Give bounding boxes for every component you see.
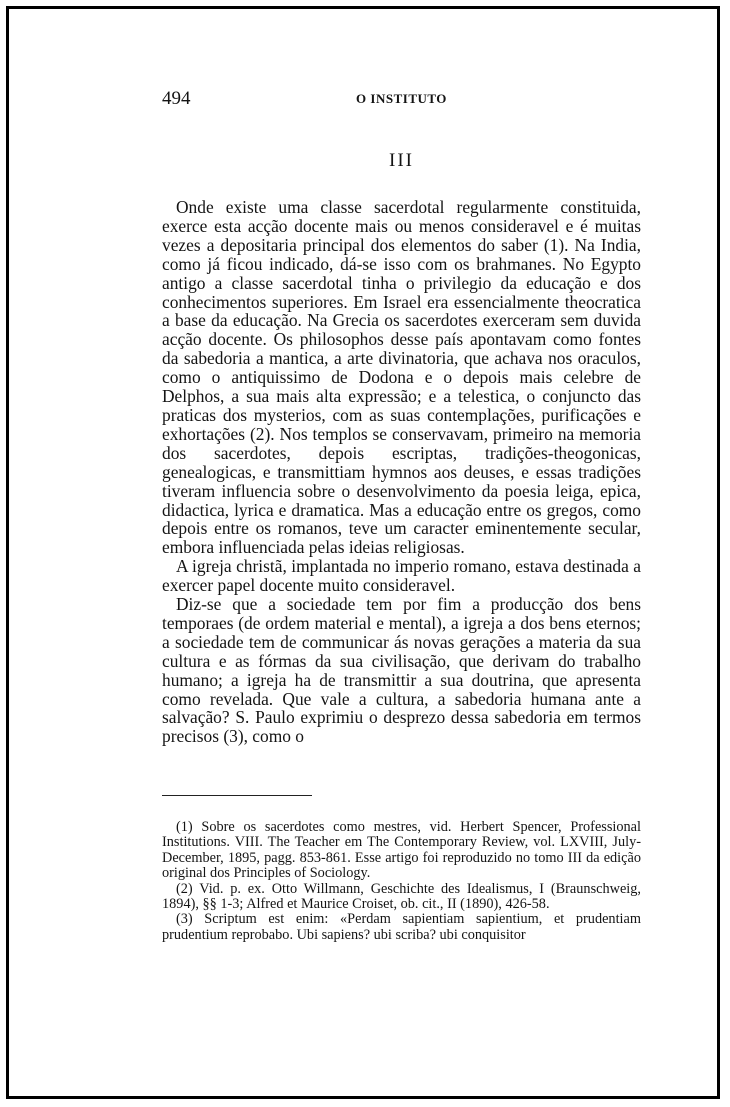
footnote: (3) Scriptum est enim: «Perdam sapientiam sapientium, et prudentiam prudentium reprobabo. Ubi sapiens? ubi scriba? ubi conquisitor (162, 911, 641, 943)
paragraph: Diz-se que a sociedade tem por fim a producção dos bens temporaes (de ordem material e mental), a igreja a dos bens eternos; a sociedade tem de communicar ás novas gerações a materia da sua cultura e as fórmas da sua civilisação, que derivam do trabalho humano; a igreja ha de transmittir a sua doutrina, que apresenta como revelada. Que vale a cultura, a sabedoria humana ante a salvação? S. Paulo exprimiu o desprezo dessa sabedoria em termos precisos (3), como o (162, 594, 641, 747)
footnotes (162, 820, 641, 943)
page-number: 494 (162, 88, 191, 109)
footnote: (2) Vid. p. ex. Otto Willmann, Geschichte des Idealismus, I (Braunschweig, 1894), §§ 1-3; Alfred et Maurice Croiset, ob. cit., II (1890), 426-58. (162, 880, 641, 913)
section-heading: III (389, 150, 414, 171)
page-header (162, 88, 641, 112)
paragraph: A igreja christã, implantada no imperio romano, estava destinada a exercer papel docente muito consideravel. (162, 556, 641, 596)
body-text (162, 198, 641, 746)
footnote: (1) Sobre os sacerdotes como mestres, vid. Herbert Spencer, Professional Institutions. VIII. The Teacher em The Contemporary Review, vol. LXVIII, July-December, 1895, pagg. 853-861. Esse artigo foi reproduzido no tomo III da edição original dos Principles of Sociology. (162, 819, 641, 882)
running-title: O INSTITUTO (356, 91, 447, 106)
footnote-rule (162, 795, 312, 796)
paragraph: Onde existe uma classe sacerdotal regularmente constituida, exerce esta acção docente mais ou menos consideravel e é muitas vezes a depositaria principal dos elementos do saber (1). Na India, como já ficou indicado, dá-se isso com os brahmanes. No Egypto antigo a classe sacerdotal tinha o privilegio da educação e dos conhecimentos superiores. Em Israel era essencialmente theocratica a base da educação. Na Grecia os sacerdotes exerceram sem duvida acção docente. Os philosophos desse país apontavam como fontes da sabedoria a mantica, a arte divinatoria, que achava nos oraculos, como o antiquissimo de Dodona e o depois mais celebre de Delphos, a sua mais alta expressão; e a telestica, o conjuncto das praticas dos mysterios, com as suas contemplações, purificações e exhortações (2). Nos templos se conservavam, primeiro na memoria dos sacerdotes, depois escriptas, tradições-theogonicas, genealogicas, e transmittiam hymnos aos deuses, e essas tradições tiveram influencia sobre o desenvolvimento da poesia leiga, epica, didactica, lyrica e dramatica. Mas a educação entre os gregos, como depois entre os romanos, teve um caracter eminentemente secular, embora influenciada pelas ideias religiosas. (162, 197, 641, 558)
